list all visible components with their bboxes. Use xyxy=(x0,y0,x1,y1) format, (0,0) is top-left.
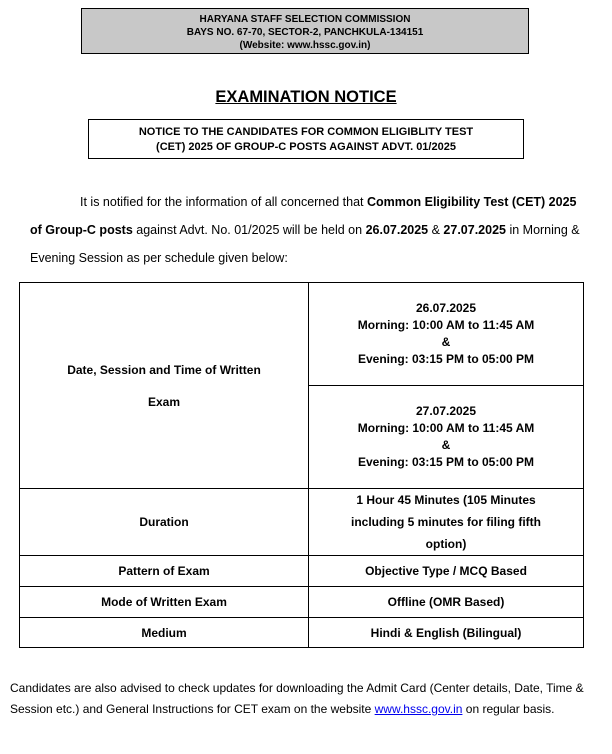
page-title: EXAMINATION NOTICE xyxy=(215,88,397,106)
day-cell xyxy=(309,283,584,386)
medium-value: Hindi & English (Bilingual) xyxy=(309,618,584,648)
table-row xyxy=(20,556,584,587)
evening-session: Evening: 03:15 PM to 05:00 PM xyxy=(357,352,535,366)
intro-text: & xyxy=(428,223,444,237)
ampersand: & xyxy=(441,335,451,349)
intro-paragraph xyxy=(30,188,590,272)
duration-label: Duration xyxy=(20,489,309,556)
table-row xyxy=(20,618,584,648)
ampersand: & xyxy=(441,438,451,452)
intro-text: in Morning & Evening Session as per schedule given below: xyxy=(30,223,580,265)
mode-label: Mode of Written Exam xyxy=(20,587,309,618)
intro-text: It is notified for the information of all concerned that xyxy=(80,195,367,209)
duration-value: 1 Hour 45 Minutes (105 Minutes including 5 minutes for filing fifth option) xyxy=(309,489,584,556)
table-row xyxy=(20,587,584,618)
mode-value: Offline (OMR Based) xyxy=(309,587,584,618)
intro-text: against Advt. No. 01/2025 will be held on xyxy=(132,223,366,237)
pattern-label: Pattern of Exam xyxy=(20,556,309,587)
intro-date-2: 27.07.2025 xyxy=(443,223,506,237)
intro-date-1: 26.07.2025 xyxy=(365,223,429,237)
schedule-table xyxy=(19,282,584,648)
subject-line-2: (CET) 2025 OF GROUP-C POSTS AGAINST ADVT. 01/2025 xyxy=(156,141,456,153)
footer-text: Candidates are also advised to check updates for downloading the Admit Card (Center details, Date, Time & Session etc.) and General Instructions for CET exam on the website xyxy=(10,681,584,716)
pattern-value: Objective Type / MCQ Based xyxy=(309,556,584,587)
morning-session: Morning: 10:00 AM to 11:45 AM xyxy=(357,318,535,332)
website-link[interactable]: www.hssc.gov.in xyxy=(374,702,463,716)
subject-line-1: NOTICE TO THE CANDIDATES FOR COMMON ELIGIBLITY TEST xyxy=(138,126,474,138)
day-date: 27.07.2025 xyxy=(415,404,477,418)
footer-text: on regular basis. xyxy=(462,702,555,716)
commission-website: (Website: www.hssc.gov.in) xyxy=(239,40,371,51)
date-label: Date, Session and Time of Written Exam xyxy=(67,362,261,409)
morning-session: Morning: 10:00 AM to 11:45 AM xyxy=(357,421,535,435)
subject-box xyxy=(88,119,524,159)
intro-exam-name: Common Eligibility Test (CET) 2025 of Group-C posts xyxy=(30,195,577,237)
evening-session: Evening: 03:15 PM to 05:00 PM xyxy=(357,455,535,469)
commission-name: HARYANA STAFF SELECTION COMMISSION xyxy=(199,14,411,25)
day-date: 26.07.2025 xyxy=(415,301,477,315)
date-label-cell xyxy=(20,283,309,489)
table-row xyxy=(20,283,584,386)
medium-label: Medium xyxy=(20,618,309,648)
table-row xyxy=(20,489,584,556)
day-cell xyxy=(309,386,584,489)
commission-header xyxy=(81,8,529,54)
commission-address: BAYS NO. 67-70, SECTOR-2, PANCHKULA-134151 xyxy=(186,27,424,38)
footer-paragraph xyxy=(10,678,600,720)
